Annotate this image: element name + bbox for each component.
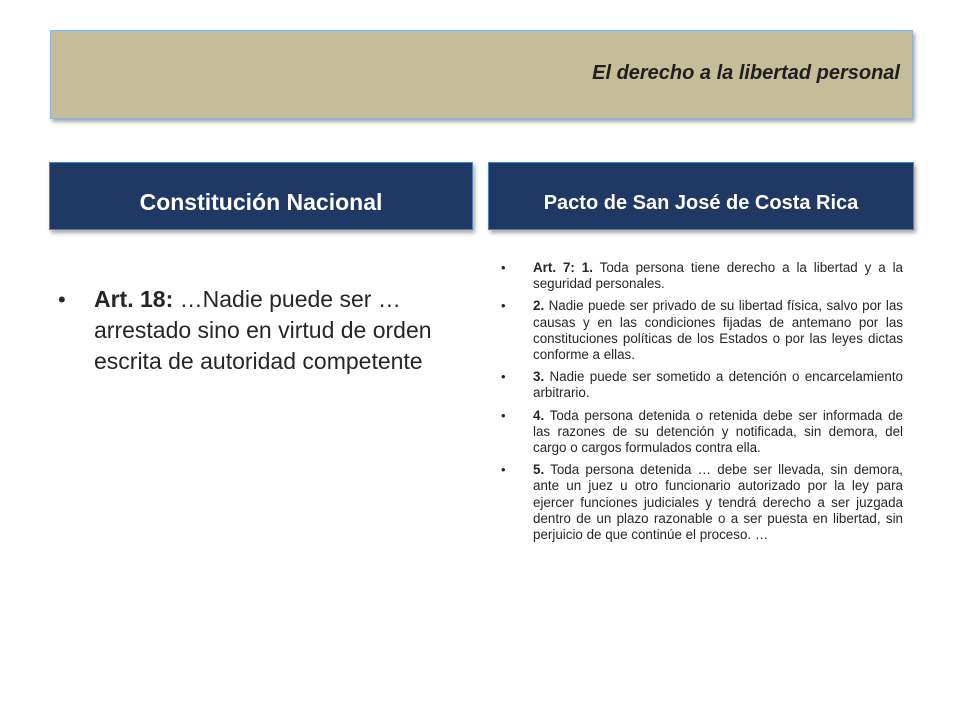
article-text: Nadie puede ser privado de su libertad física, salvo por las causas y en las condiciones fijadas de antemano por las constituciones políticas de los Estados o por las leyes dictas conforme a ellas. <box>533 298 903 363</box>
article-text: Toda persona detenida o retenida debe ser informada de las razones de su detención y notificada, sin demora, del cargo o cargos formulados contra ella. <box>533 407 903 456</box>
article-text: Toda persona detenida … debe ser llevada, sin demora, ante un juez u otro funcionario autorizado por la ley para ejercer funciones judiciales y tendrá derecho a ser juzgada dentro de un plazo razonable o a ser puesta en libertad, sin perjuicio de que continúe el proceso. … <box>533 462 903 543</box>
bullet-icon: • <box>501 260 506 275</box>
bullet-icon: • <box>501 298 506 314</box>
right-column-body <box>497 260 903 549</box>
bullet-icon: • <box>501 407 506 423</box>
article-lead: 2. <box>533 298 545 314</box>
list-item <box>497 369 903 401</box>
article-lead: 3. <box>533 369 545 385</box>
left-column-body <box>58 284 458 377</box>
bullet-icon: • <box>501 369 506 385</box>
bullet-icon: • <box>501 462 506 478</box>
article-text: …Nadie puede ser … arrestado sino en virtud de orden escrita de autoridad competente <box>94 286 432 374</box>
article-text: Nadie puede ser sometido a detención o encarcelamiento arbitrario. <box>533 369 903 401</box>
article-text: Toda persona tiene derecho a la libertad y a la seguridad personales. <box>533 260 903 292</box>
slide-title: El derecho a la libertad personal <box>592 62 900 84</box>
list-item <box>58 284 458 377</box>
list-item <box>497 462 903 543</box>
article-lead: 4. <box>533 407 545 423</box>
title-banner <box>50 30 913 119</box>
bullet-icon: • <box>58 287 66 312</box>
right-column-header <box>488 162 914 230</box>
list-item <box>497 260 903 292</box>
article-lead: Art. 7: 1. <box>533 260 593 275</box>
list-item <box>497 298 903 363</box>
left-column-header-label: Constitución Nacional <box>139 189 383 215</box>
left-column-header <box>49 162 473 230</box>
article-lead: 5. <box>533 462 545 478</box>
list-item <box>497 408 903 457</box>
right-column-header-label: Pacto de San José de Costa Rica <box>543 192 859 214</box>
article-lead: Art. 18: <box>94 286 174 312</box>
